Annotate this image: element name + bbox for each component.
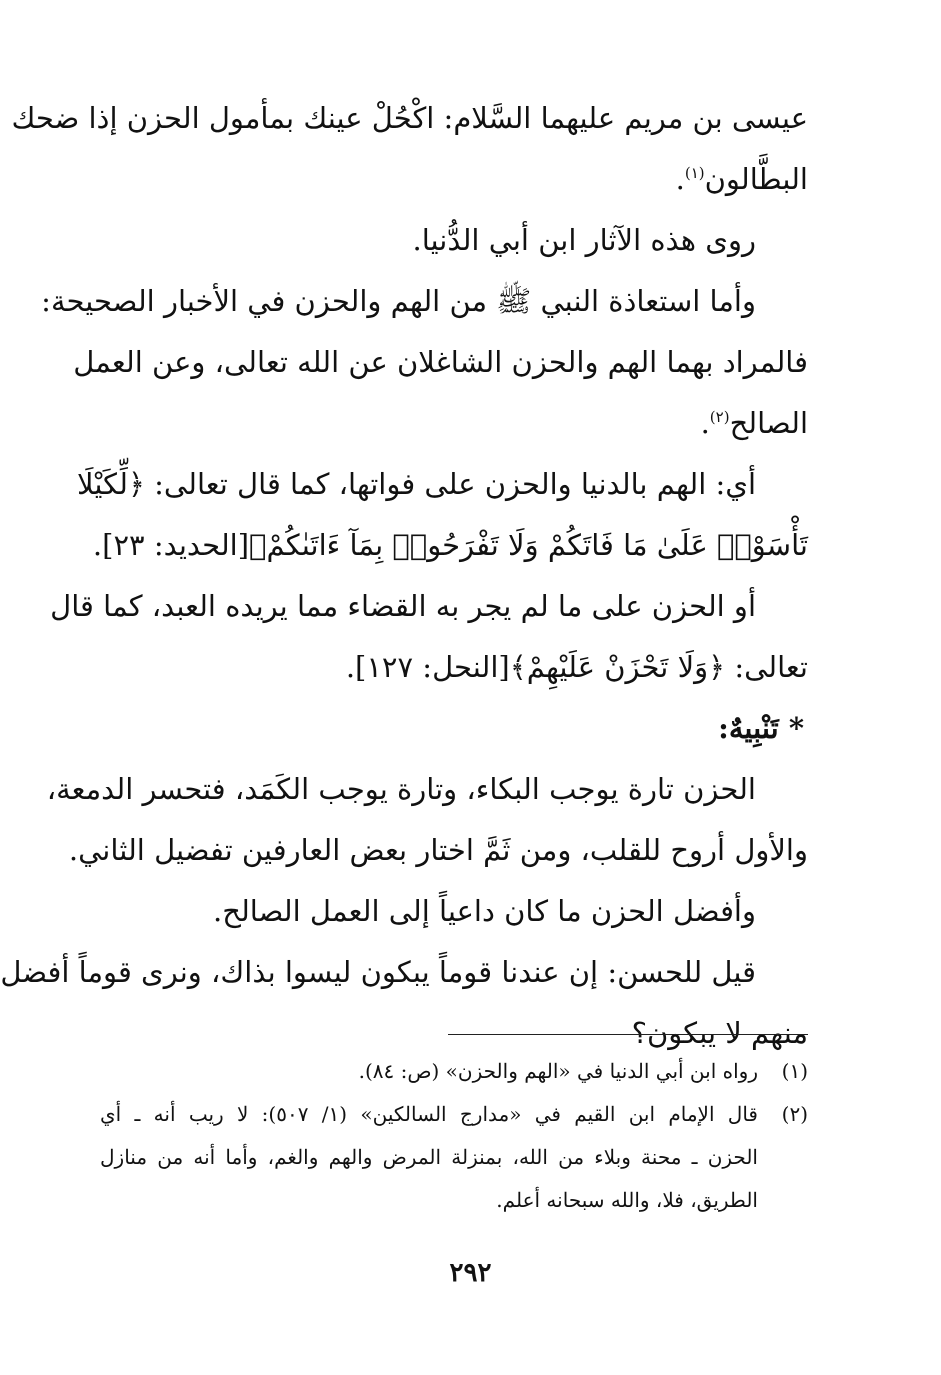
text-line: الصالح$^{(٢)}$. bbox=[700, 406, 808, 440]
footnote-item bbox=[100, 1050, 808, 1093]
text-line: البطَّالون$^{(١)}$. bbox=[675, 162, 808, 196]
footnote-continuation: الحزن ـ محنة وبلاء من الله، بمنزلة المرض والهم والغم، وأما أنه من منازل bbox=[100, 1145, 758, 1169]
text-line: أي: الهم بالدنيا والحزن على فواتها، كما قال تعالى: ﴿لِّكَيْلَا bbox=[77, 467, 756, 501]
quran-verse-line: تَأْسَوْا۟ عَلَىٰ مَا فَاتَكُمْ وَلَا تَفْرَحُوا۟ بِمَآ ءَاتَىٰكُمْ﴾[الحديد: ٢٣]. bbox=[92, 528, 808, 562]
footnote-number: (٢) bbox=[781, 1102, 808, 1126]
text-line: روى هذه الآثار ابن أبي الدُّنيا. bbox=[412, 223, 756, 257]
text-line: عيسى بن مريم عليهما السَّلام: اكْحُلْ عينك بمأمول الحزن إذا ضحك bbox=[11, 101, 808, 135]
footnotes bbox=[100, 1050, 808, 1222]
text-line: الحزن تارة يوجب البكاء، وتارة يوجب الكَمَد، فتحسر الدمعة، bbox=[46, 772, 756, 806]
text-line: منهم لا يبكون؟ bbox=[631, 1016, 808, 1050]
text-line: قيل للحسن: إن عندنا قوماً يبكون ليسوا بذاك، ونرى قوماً أفضل bbox=[0, 955, 756, 989]
footnote-text: رواه ابن أبي الدنيا في «الهم والحزن» (ص: ٨٤). bbox=[358, 1059, 758, 1083]
footnote-item bbox=[100, 1093, 808, 1136]
footnote-text: قال الإمام ابن القيم في «مدارج السالكين» (١/ ٥٠٧): لا ريب أنه ـ أي bbox=[100, 1102, 758, 1126]
text-line: وأفضل الحزن ما كان داعياً إلى العمل الصالح. bbox=[213, 894, 756, 928]
text-line: والأول أروح للقلب، ومن ثَمَّ اختار بعض العارفين تفضيل الثاني. bbox=[68, 833, 808, 867]
footnote-marker: (٢) bbox=[709, 408, 730, 426]
footnote-divider bbox=[448, 1034, 808, 1035]
text-line: فالمراد بهما الهم والحزن الشاغلان عن الله تعالى، وعن العمل bbox=[73, 345, 808, 379]
quran-verse-line: تعالى: ﴿وَلَا تَحْزَنْ عَلَيْهِمْ﴾[النحل: ١٢٧]. bbox=[345, 650, 808, 684]
main-text bbox=[0, 88, 808, 1064]
footnote-number: (١) bbox=[781, 1059, 808, 1083]
text-line: وأما استعاذة النبي ﷺ من الهم والحزن في الأخبار الصحيحة: bbox=[41, 284, 756, 318]
footnote-continuation: الطريق، فلا، والله سبحانه أعلم. bbox=[496, 1188, 758, 1212]
page-number: ٢٩٢ bbox=[449, 1258, 492, 1288]
footnote-marker: (١) bbox=[684, 164, 705, 182]
section-heading: * تَنْبِيهٌ: bbox=[718, 711, 804, 745]
text-line: أو الحزن على ما لم يجر به القضاء مما يريده العبد، كما قال bbox=[50, 589, 756, 623]
